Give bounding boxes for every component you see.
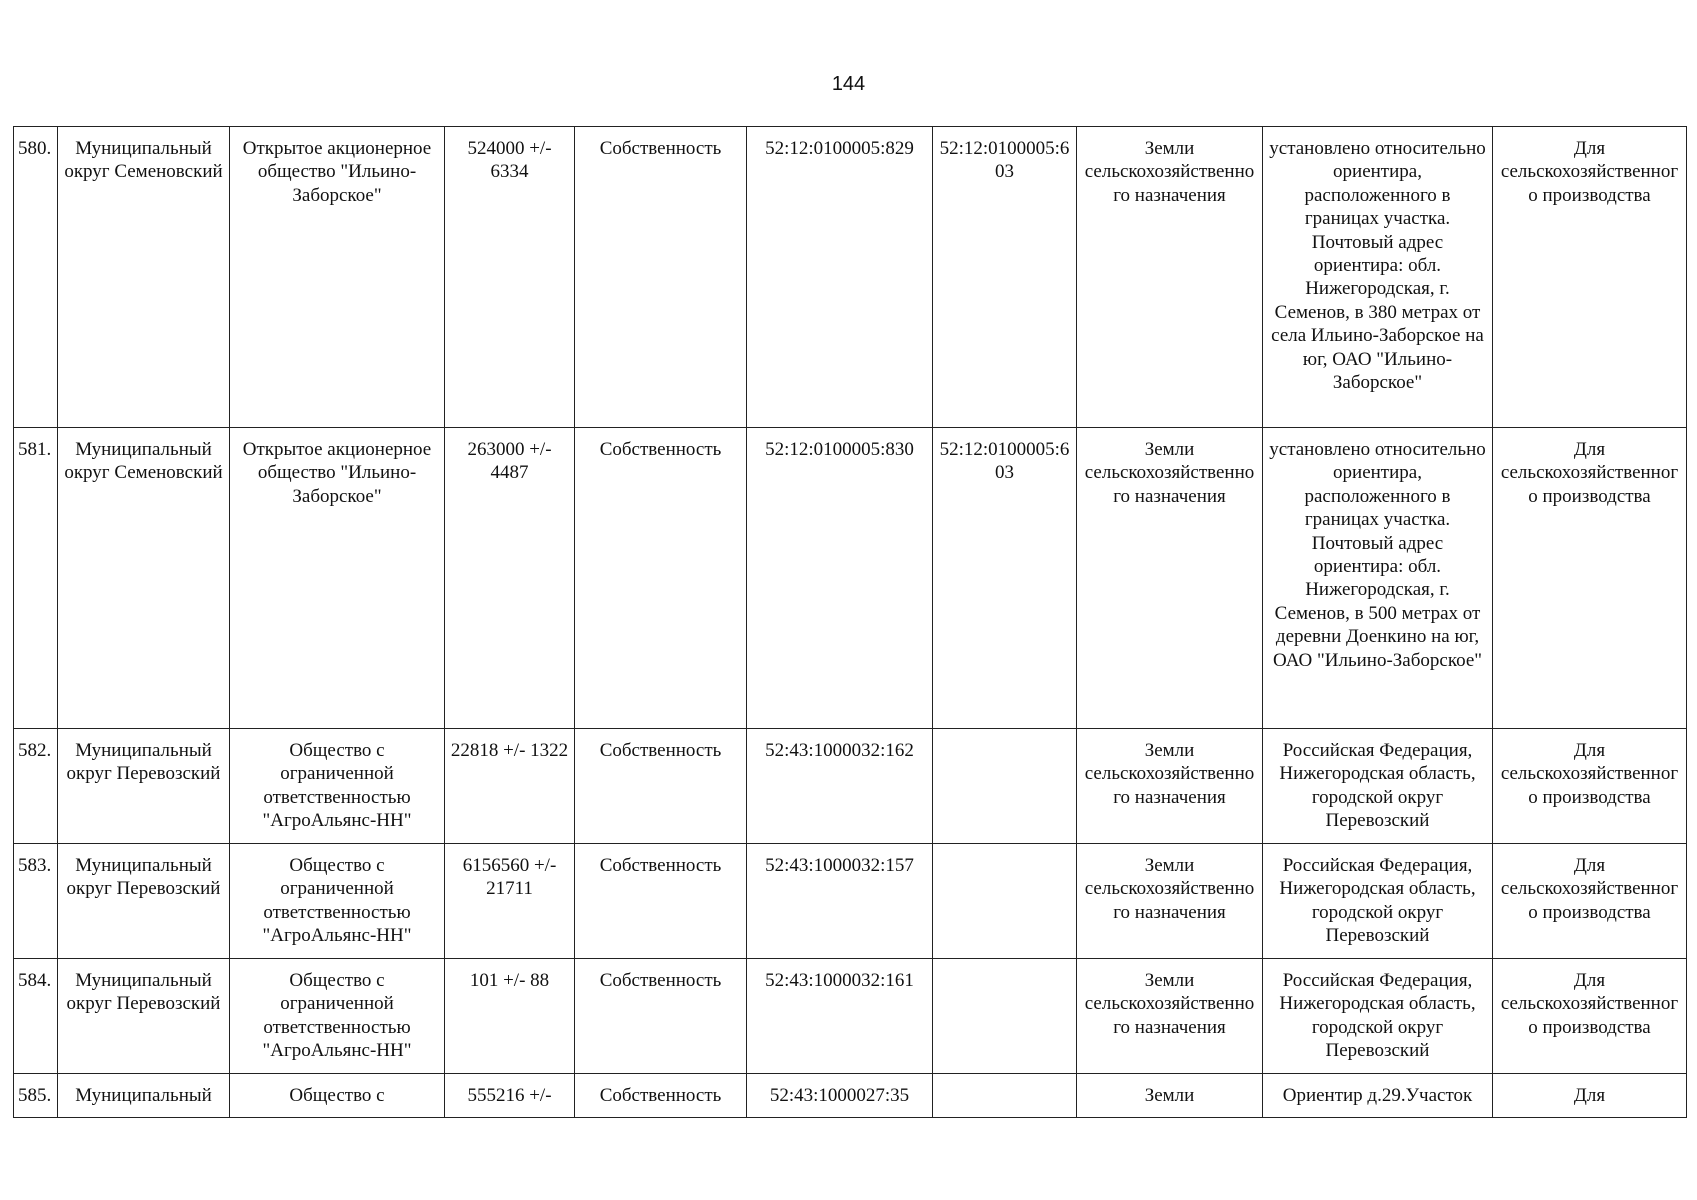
permitted-use-cell: Для сельскохозяйственного производства — [1493, 729, 1687, 844]
parent-cadastral-cell: 52:12:0100005:603 — [933, 127, 1077, 428]
row-number-cell: 580. — [14, 127, 58, 428]
parent-cadastral-cell — [933, 959, 1077, 1074]
district-cell: Муниципальный округ Перевозский — [58, 729, 230, 844]
row-number-cell: 582. — [14, 729, 58, 844]
right-type-cell: Собственность — [575, 729, 747, 844]
parent-cadastral-cell — [933, 1074, 1077, 1118]
land-category-cell: Земли сельскохозяйственного назначения — [1077, 844, 1263, 959]
table-row — [14, 729, 1687, 844]
district-cell: Муниципальный — [58, 1074, 230, 1118]
cadastral-number-cell: 52:43:1000032:161 — [747, 959, 933, 1074]
table-row — [14, 844, 1687, 959]
location-cell: Российская Федерация, Нижегородская область, городской округ Перевозский — [1263, 959, 1493, 1074]
cadastral-number-cell: 52:43:1000027:35 — [747, 1074, 933, 1118]
area-cell: 6156560 +/- 21711 — [445, 844, 575, 959]
land-category-cell: Земли — [1077, 1074, 1263, 1118]
permitted-use-cell: Для — [1493, 1074, 1687, 1118]
row-number-cell: 584. — [14, 959, 58, 1074]
parent-cadastral-cell: 52:12:0100005:603 — [933, 428, 1077, 729]
parent-cadastral-cell — [933, 729, 1077, 844]
owner-cell: Открытое акционерное общество "Ильино-Заборское" — [230, 127, 445, 428]
right-type-cell: Собственность — [575, 959, 747, 1074]
table-row — [14, 127, 1687, 428]
right-type-cell: Собственность — [575, 844, 747, 959]
row-number-cell: 583. — [14, 844, 58, 959]
cadastral-number-cell: 52:12:0100005:829 — [747, 127, 933, 428]
page-number: 144 — [831, 73, 866, 95]
table-row — [14, 1074, 1687, 1118]
owner-cell: Общество с ограниченной ответственностью "АгроАльянс-НН" — [230, 959, 445, 1074]
location-cell: Российская Федерация, Нижегородская область, городской округ Перевозский — [1263, 729, 1493, 844]
area-cell: 101 +/- 88 — [445, 959, 575, 1074]
owner-cell: Общество с — [230, 1074, 445, 1118]
location-cell: Ориентир д.29.Участок — [1263, 1074, 1493, 1118]
cadastral-number-cell: 52:43:1000032:157 — [747, 844, 933, 959]
cadastral-number-cell: 52:43:1000032:162 — [747, 729, 933, 844]
location-cell: Российская Федерация, Нижегородская область, городской округ Перевозский — [1263, 844, 1493, 959]
district-cell: Муниципальный округ Семеновский — [58, 127, 230, 428]
row-number-cell: 585. — [14, 1074, 58, 1118]
location-cell: установлено относительно ориентира, расположенного в границах участка. Почтовый адрес ориентира: обл. Нижегородская, г. Семенов, в 500 метрах от деревни Доенкино на юг, ОАО "Ильино-Заборское" — [1263, 428, 1493, 729]
right-type-cell: Собственность — [575, 428, 747, 729]
land-category-cell: Земли сельскохозяйственного назначения — [1077, 428, 1263, 729]
district-cell: Муниципальный округ Семеновский — [58, 428, 230, 729]
district-cell: Муниципальный округ Перевозский — [58, 844, 230, 959]
district-cell: Муниципальный округ Перевозский — [58, 959, 230, 1074]
row-number-cell: 581. — [14, 428, 58, 729]
table-row — [14, 428, 1687, 729]
right-type-cell: Собственность — [575, 1074, 747, 1118]
parent-cadastral-cell — [933, 844, 1077, 959]
owner-cell: Открытое акционерное общество "Ильино-Заборское" — [230, 428, 445, 729]
location-cell: установлено относительно ориентира, расположенного в границах участка. Почтовый адрес ориентира: обл. Нижегородская, г. Семенов, в 380 метрах от села Ильино-Заборское на юг, ОАО "Ильино-Заборское" — [1263, 127, 1493, 428]
land-registry-table — [13, 126, 1687, 1118]
table-row — [14, 959, 1687, 1074]
permitted-use-cell: Для сельскохозяйственного производства — [1493, 844, 1687, 959]
cadastral-number-cell: 52:12:0100005:830 — [747, 428, 933, 729]
area-cell: 263000 +/- 4487 — [445, 428, 575, 729]
right-type-cell: Собственность — [575, 127, 747, 428]
permitted-use-cell: Для сельскохозяйственного производства — [1493, 428, 1687, 729]
area-cell: 524000 +/- 6334 — [445, 127, 575, 428]
land-category-cell: Земли сельскохозяйственного назначения — [1077, 729, 1263, 844]
area-cell: 555216 +/- — [445, 1074, 575, 1118]
land-category-cell: Земли сельскохозяйственного назначения — [1077, 959, 1263, 1074]
permitted-use-cell: Для сельскохозяйственного производства — [1493, 127, 1687, 428]
land-category-cell: Земли сельскохозяйственного назначения — [1077, 127, 1263, 428]
owner-cell: Общество с ограниченной ответственностью "АгроАльянс-НН" — [230, 729, 445, 844]
area-cell: 22818 +/- 1322 — [445, 729, 575, 844]
permitted-use-cell: Для сельскохозяйственного производства — [1493, 959, 1687, 1074]
owner-cell: Общество с ограниченной ответственностью "АгроАльянс-НН" — [230, 844, 445, 959]
